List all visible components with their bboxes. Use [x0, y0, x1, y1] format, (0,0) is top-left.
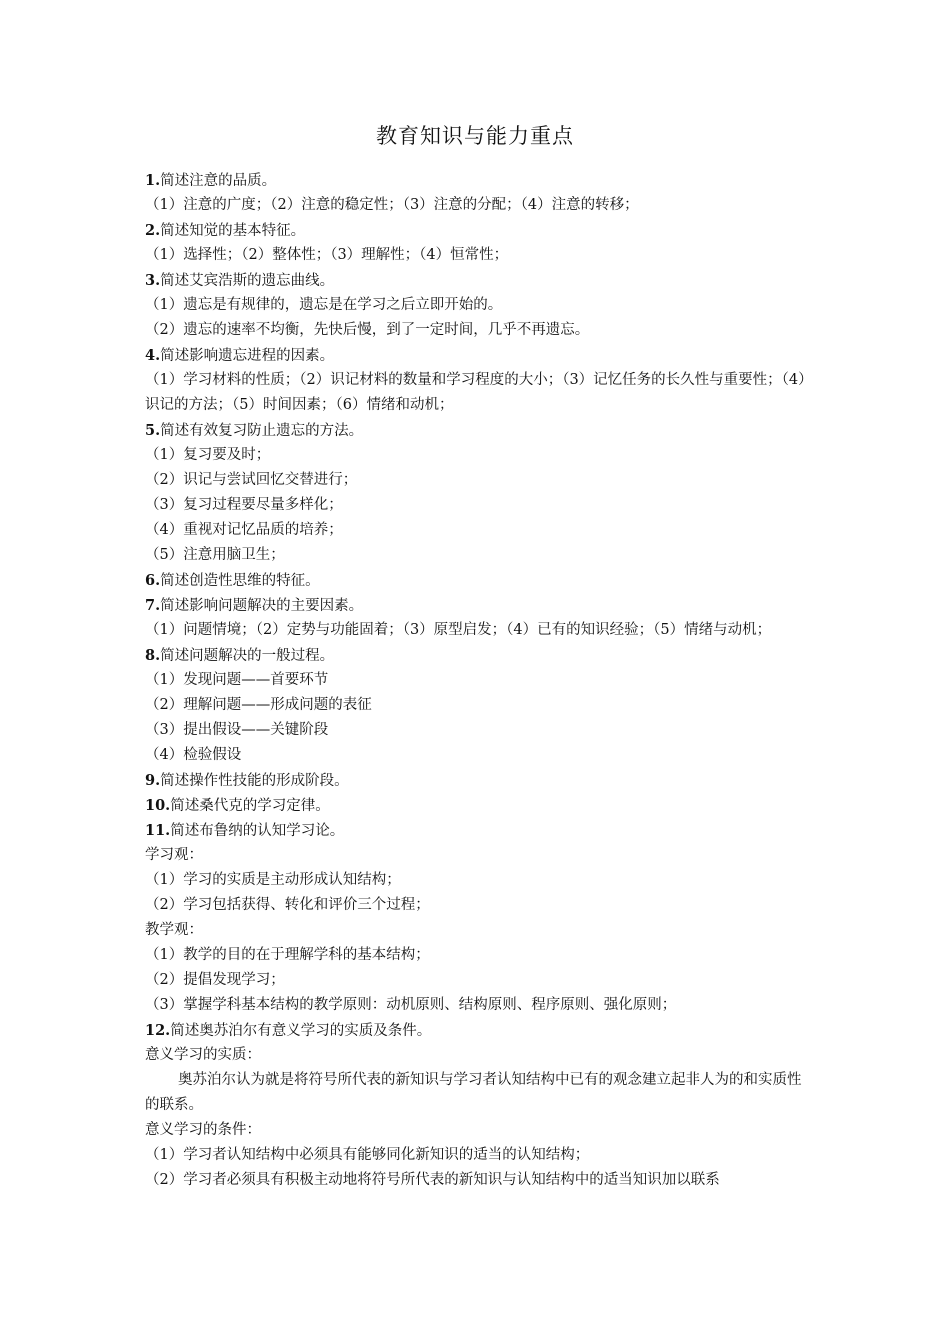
body-line: （1）复习要及时；	[145, 447, 271, 463]
body-line: （3）掌握学科基本结构的教学原则：动机原则、结构原则、程序原则、强化原则；	[145, 997, 677, 1013]
question-number: 10.	[145, 797, 171, 814]
indented-paragraph: 奥苏泊尔认为就是将符号所代表的新知识与学习者认知结构中已有的观念建立起非人为的和实质性的联系。	[145, 1072, 802, 1113]
body-line: （2）提倡发现学习；	[145, 972, 285, 988]
body-line: 意义学习的条件：	[145, 1122, 261, 1138]
body-line: （1）选择性；（2）整体性；（3）理解性；（4）恒常性；	[145, 247, 509, 263]
document-body	[145, 168, 813, 1193]
question-text: 简述影响遗忘进程的因素。	[160, 348, 335, 364]
question-heading	[145, 1018, 813, 1043]
question-heading	[145, 218, 813, 243]
body-line: 教学观：	[145, 922, 203, 938]
body-line: （1）发现问题——首要环节	[145, 672, 329, 688]
question-heading	[145, 568, 813, 593]
body-line: （2）学习包括获得、转化和评价三个过程；	[145, 897, 430, 913]
question-number: 6.	[145, 572, 161, 589]
body-line: 意义学习的实质：	[145, 1047, 261, 1063]
body-line: （1）学习者认知结构中必须具有能够同化新知识的适当的认知结构；	[145, 1147, 590, 1163]
body-line: （2）识记与尝试回忆交替进行；	[145, 472, 358, 488]
question-number: 7.	[145, 597, 161, 614]
body-line: （1）遗忘是有规律的，遗忘是在学习之后立即开始的。	[145, 297, 503, 313]
body-line: （1）问题情境；（2）定势与功能固着；（3）原型启发；（4）已有的知识经验；（5）情绪与动机；	[145, 622, 772, 638]
question-number: 9.	[145, 772, 161, 789]
body-line: 学习观：	[145, 847, 203, 863]
question-text: 简述创造性思维的特征。	[160, 573, 320, 589]
body-line: （3）提出假设——关键阶段	[145, 722, 329, 738]
question-number: 5.	[145, 422, 161, 439]
question-text: 简述布鲁纳的认知学习论。	[170, 823, 345, 839]
body-line: （1）学习的实质是主动形成认知结构；	[145, 872, 401, 888]
question-text: 简述桑代克的学习定律。	[170, 798, 330, 814]
question-text: 简述知觉的基本特征。	[160, 223, 306, 239]
question-heading	[145, 818, 813, 843]
question-number: 1.	[145, 172, 161, 189]
question-number: 8.	[145, 647, 161, 664]
document-title: 教育知识与能力重点	[376, 124, 574, 148]
body-line: （4）重视对记忆品质的培养；	[145, 522, 343, 538]
question-text: 简述艾宾浩斯的遗忘曲线。	[160, 273, 335, 289]
question-text: 简述影响问题解决的主要因素。	[160, 598, 364, 614]
question-text: 简述奥苏泊尔有意义学习的实质及条件。	[170, 1023, 432, 1039]
body-line: （1）教学的目的在于理解学科的基本结构；	[145, 947, 430, 963]
question-text: 简述注意的品质。	[160, 173, 277, 189]
question-number: 11.	[145, 822, 171, 839]
question-heading	[145, 593, 813, 618]
body-line: （3）复习过程要尽量多样化；	[145, 497, 343, 513]
question-heading	[145, 343, 813, 368]
question-heading	[145, 643, 813, 668]
question-heading	[145, 168, 813, 193]
question-heading	[145, 793, 813, 818]
question-text: 简述操作性技能的形成阶段。	[160, 773, 349, 789]
question-heading	[145, 418, 813, 443]
body-line: （4）检验假设	[145, 747, 242, 763]
body-line: （5）注意用脑卫生；	[145, 547, 285, 563]
question-text: 简述问题解决的一般过程。	[160, 648, 335, 664]
body-line: （1）学习材料的性质；（2）识记材料的数量和学习程度的大小；（3）记忆任务的长久性与重要性；（4）识记的方法；（5）时间因素；（6）情绪和动机；	[145, 372, 813, 413]
question-number: 12.	[145, 1022, 171, 1039]
body-line: （1）注意的广度；（2）注意的稳定性；（3）注意的分配；（4）注意的转移；	[145, 197, 639, 213]
body-line: （2）学习者必须具有积极主动地将符号所代表的新知识与认知结构中的适当知识加以联系	[145, 1172, 720, 1188]
question-heading	[145, 268, 813, 293]
question-number: 2.	[145, 222, 161, 239]
question-number: 3.	[145, 272, 161, 289]
question-heading	[145, 768, 813, 793]
body-line: （2）理解问题——形成问题的表征	[145, 697, 372, 713]
body-line: （2）遗忘的速率不均衡，先快后慢，到了一定时间，几乎不再遗忘。	[145, 322, 590, 338]
question-number: 4.	[145, 347, 161, 364]
question-text: 简述有效复习防止遗忘的方法。	[160, 423, 364, 439]
